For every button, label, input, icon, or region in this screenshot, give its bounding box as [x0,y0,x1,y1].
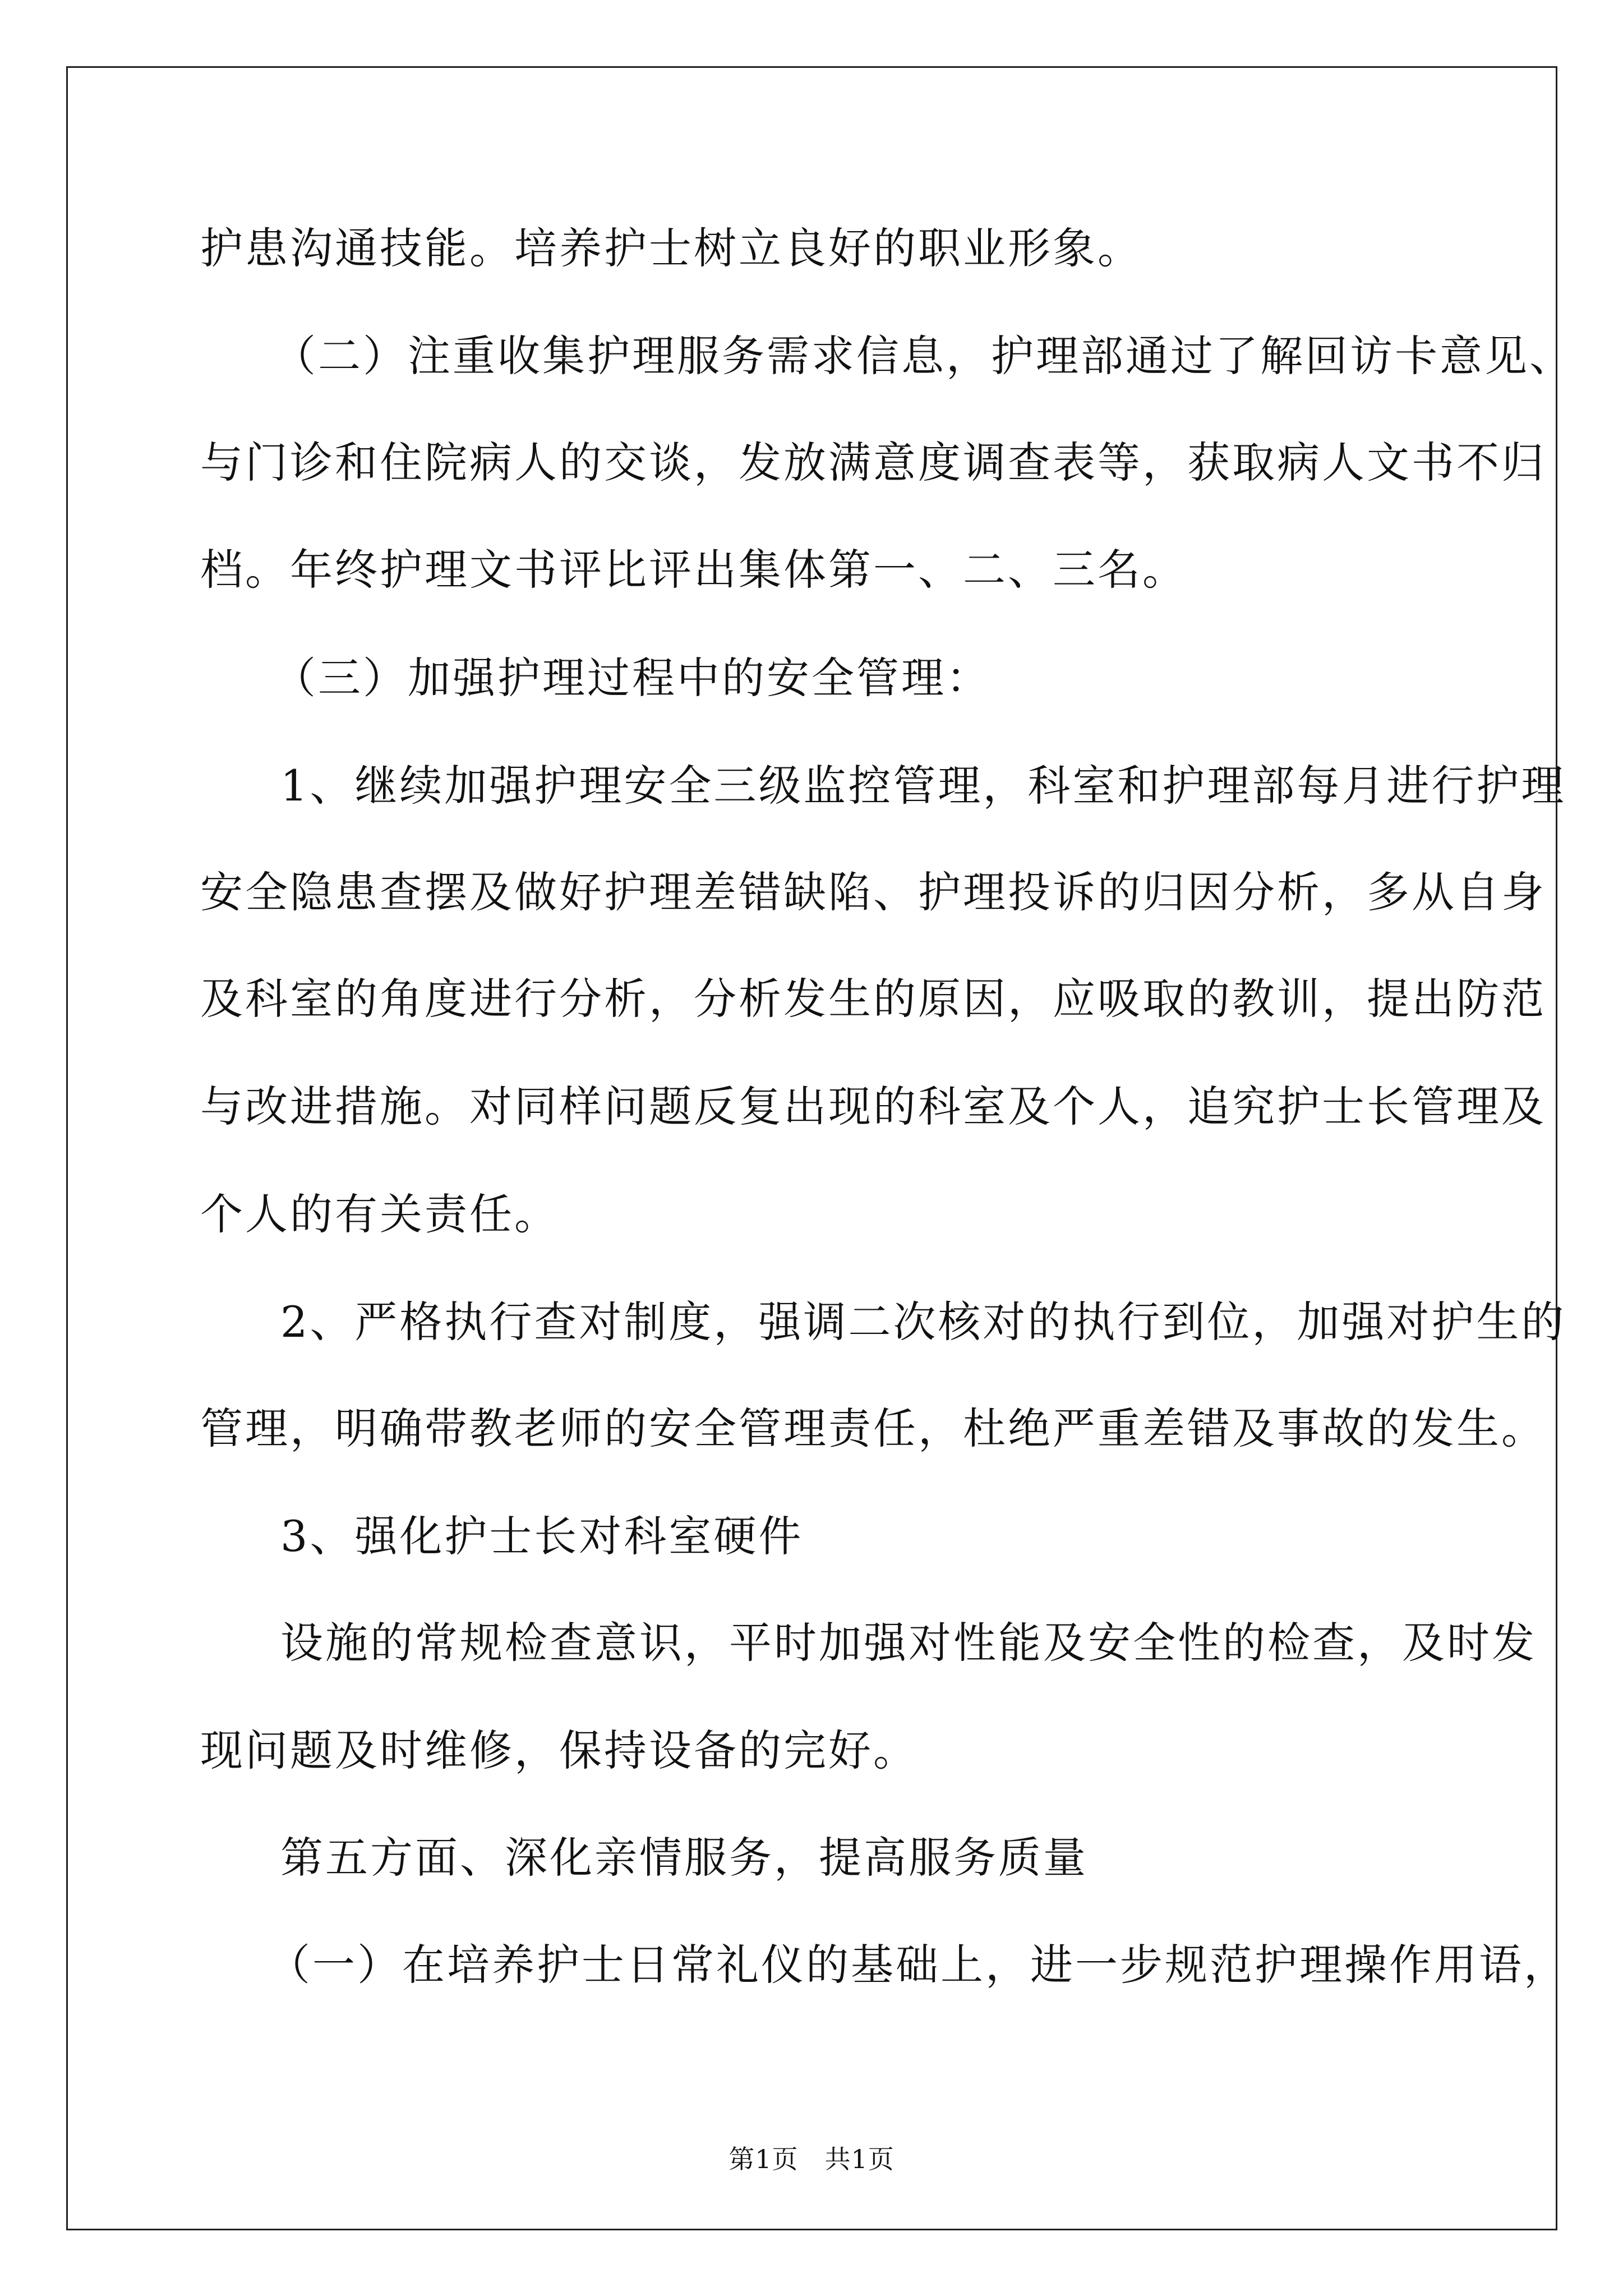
text-line: 3、强化护士长对科室硬件 [280,1511,804,1561]
text-line: 1、继续加强护理安全三级监控管理，科室和护理部每月进行护理 [280,761,1566,811]
text-line: 现问题及时维修，保持设备的完好。 [200,1726,918,1775]
page-number-footer: 第1页 共1页 [728,2144,895,2174]
page-border [66,66,1557,2230]
text-line: 2、严格执行查对制度，强调二次核对的执行到位，加强对护生的 [280,1297,1566,1347]
text-line: 第五方面、深化亲情服务，提高服务质量 [280,1833,1088,1883]
text-line: 管理，明确带教老师的安全管理责任，杜绝严重差错及事故的发生。 [200,1404,1546,1453]
text-line: 与改进措施。对同样问题反复出现的科室及个人，追究护士长管理及 [200,1082,1546,1131]
text-line: 护患沟通技能。培养护士树立良好的职业形象。 [200,223,1142,273]
text-line: （一）在培养护士日常礼仪的基础上，进一步规范护理操作用语， [268,1940,1569,1990]
text-line: 个人的有关责任。 [200,1189,559,1239]
text-line: 档。年终护理文书评比评出集体第一、二、三名。 [200,545,1187,595]
text-line: 与门诊和住院病人的交谈，发放满意度调查表等，获取病人文书不归 [200,438,1546,487]
text-line: 及科室的角度进行分析，分析发生的原因，应吸取的教训，提出防范 [200,974,1546,1024]
text-line: 设施的常规检查意识，平时加强对性能及安全性的检查，及时发 [280,1618,1537,1668]
text-line: （二）注重收集护理服务需求信息，护理部通过了解回访卡意见、 [273,331,1574,381]
text-line: （三）加强护理过程中的安全管理： [273,653,991,703]
text-line: 安全隐患查摆及做好护理差错缺陷、护理投诉的归因分析，多从自身 [200,867,1546,917]
